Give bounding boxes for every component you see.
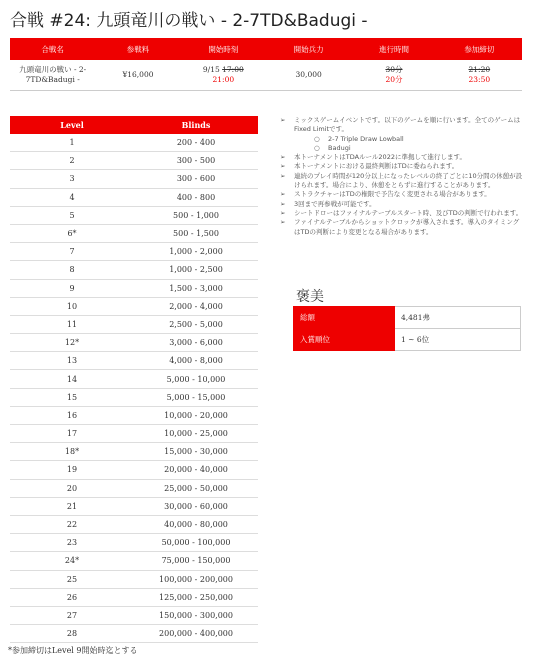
blind-level-row bbox=[10, 297, 258, 315]
level-number: 27 bbox=[10, 606, 134, 624]
arrow-bullet-icon: ➢ bbox=[280, 153, 286, 162]
blind-amounts: 40,000 - 80,000 bbox=[134, 515, 258, 533]
blind-level-row bbox=[10, 370, 258, 388]
blind-level-row bbox=[10, 279, 258, 297]
blind-level-row bbox=[10, 570, 258, 588]
level-number: 20 bbox=[10, 479, 134, 497]
blind-amounts: 2,000 - 4,000 bbox=[134, 297, 258, 315]
level-number: 1 bbox=[10, 134, 134, 152]
note-item bbox=[280, 190, 524, 199]
circle-bullet-icon: ○ bbox=[314, 143, 320, 152]
level-number: 9 bbox=[10, 279, 134, 297]
col-header-name: 合戦名 bbox=[10, 38, 95, 60]
blind-amounts: 125,000 - 250,000 bbox=[134, 588, 258, 606]
blind-level-row bbox=[10, 334, 258, 352]
blind-amounts: 1,000 - 2,000 bbox=[134, 243, 258, 261]
blind-amounts: 20,000 - 40,000 bbox=[134, 461, 258, 479]
blind-level-row bbox=[10, 443, 258, 461]
blind-level-row bbox=[10, 134, 258, 152]
blind-level-row bbox=[10, 552, 258, 570]
event-fee: ¥16,000 bbox=[95, 60, 180, 91]
prize-places-value: 1 ~ 6位 bbox=[395, 329, 521, 351]
note-text: 本トーナメントにおける最終判断はTDに委ねられます。 bbox=[294, 162, 459, 171]
level-header: Level bbox=[10, 116, 134, 134]
duration-new: 20分 bbox=[385, 75, 403, 84]
blind-amounts: 400 - 800 bbox=[134, 188, 258, 206]
blind-amounts: 1,000 - 2,500 bbox=[134, 261, 258, 279]
blind-level-row bbox=[10, 170, 258, 188]
level-number: 17 bbox=[10, 425, 134, 443]
level-number: 18* bbox=[10, 443, 134, 461]
level-number: 22 bbox=[10, 515, 134, 533]
blind-rows bbox=[10, 134, 258, 643]
blind-amounts: 500 - 1,000 bbox=[134, 206, 258, 224]
event-table bbox=[10, 38, 522, 91]
blinds-header bbox=[10, 116, 258, 134]
blinds-col-header: Blinds bbox=[134, 116, 258, 134]
col-header-stack: 開始兵力 bbox=[266, 38, 351, 60]
arrow-bullet-icon: ➢ bbox=[280, 208, 286, 217]
note-item bbox=[280, 162, 524, 171]
arrow-bullet-icon: ➢ bbox=[280, 162, 286, 171]
level-number: 19 bbox=[10, 461, 134, 479]
page-title: 合戦 #24: 九頭竜川の戦い - 2-7TD&Badugi - bbox=[10, 11, 368, 31]
blind-amounts: 4,000 - 8,000 bbox=[134, 352, 258, 370]
prize-heading: 褒美 bbox=[296, 289, 324, 305]
level-number: 16 bbox=[10, 406, 134, 424]
game-item bbox=[280, 144, 524, 153]
level-number: 23 bbox=[10, 534, 134, 552]
blind-level-row bbox=[10, 625, 258, 643]
level-number: 28 bbox=[10, 625, 134, 643]
blind-level-row bbox=[10, 515, 258, 533]
event-name: 九頭竜川の戦い - 2-7TD&Badugi - bbox=[10, 60, 95, 91]
blind-level-row bbox=[10, 261, 258, 279]
event-notes bbox=[280, 116, 524, 237]
arrow-bullet-icon: ➢ bbox=[280, 116, 286, 124]
late-reg-old: 21:20 bbox=[468, 65, 491, 74]
blind-amounts: 200 - 400 bbox=[134, 134, 258, 152]
prize-total-value: 4,481弗 bbox=[395, 307, 521, 329]
blind-level-row bbox=[10, 406, 258, 424]
level-number: 10 bbox=[10, 297, 134, 315]
blind-level-row bbox=[10, 352, 258, 370]
col-header-start: 開始時刻 bbox=[181, 38, 266, 60]
prize-total-label: 総額 bbox=[294, 307, 395, 329]
blinds-footnote: *参加締切はLevel 9開始時迄とする bbox=[8, 646, 138, 655]
note-item bbox=[280, 218, 524, 237]
blind-level-row bbox=[10, 315, 258, 333]
blind-amounts: 10,000 - 25,000 bbox=[134, 425, 258, 443]
arrow-bullet-icon: ➢ bbox=[280, 171, 286, 180]
blind-level-row bbox=[10, 388, 258, 406]
note-item bbox=[280, 172, 524, 191]
late-reg-new: 23:50 bbox=[468, 75, 491, 84]
level-number: 5 bbox=[10, 206, 134, 224]
blind-level-row bbox=[10, 243, 258, 261]
note-item bbox=[280, 209, 524, 218]
start-time-old: 17:00 bbox=[222, 65, 244, 74]
level-number: 6* bbox=[10, 224, 134, 242]
blind-amounts: 25,000 - 50,000 bbox=[134, 479, 258, 497]
col-header-duration: 進行時間 bbox=[351, 38, 436, 60]
blind-amounts: 150,000 - 300,000 bbox=[134, 606, 258, 624]
note-text: シートドローはファイナルテーブルスタート時、及びTDの判断で行われます。 bbox=[294, 208, 523, 217]
level-number: 7 bbox=[10, 243, 134, 261]
level-number: 21 bbox=[10, 497, 134, 515]
blind-level-row bbox=[10, 224, 258, 242]
level-number: 26 bbox=[10, 588, 134, 606]
blind-level-row bbox=[10, 497, 258, 515]
col-header-late-reg: 参加締切 bbox=[437, 38, 522, 60]
level-number: 3 bbox=[10, 170, 134, 188]
blind-amounts: 10,000 - 20,000 bbox=[134, 406, 258, 424]
level-number: 8 bbox=[10, 261, 134, 279]
blind-amounts: 200,000 - 400,000 bbox=[134, 625, 258, 643]
circle-bullet-icon: ○ bbox=[314, 134, 320, 143]
prize-table bbox=[293, 306, 521, 351]
arrow-bullet-icon: ➢ bbox=[280, 218, 286, 227]
prize-places-label: 入賞順位 bbox=[294, 329, 395, 351]
event-late-reg-cell bbox=[437, 60, 522, 91]
note-text: ミックスゲームイベントです。以下のゲームを順に行います。全てのゲームはFixed Limitです。 bbox=[294, 116, 521, 134]
blind-level-row bbox=[10, 534, 258, 552]
level-number: 24* bbox=[10, 552, 134, 570]
arrow-bullet-icon: ➢ bbox=[280, 199, 286, 208]
event-duration-cell bbox=[351, 60, 436, 91]
level-number: 14 bbox=[10, 370, 134, 388]
event-start-cell bbox=[181, 60, 266, 91]
level-number: 2 bbox=[10, 152, 134, 170]
arrow-bullet-icon: ➢ bbox=[280, 190, 286, 199]
note-text: 本トーナメントはTDAルール2022に準拠して進行します。 bbox=[294, 153, 466, 162]
duration-old: 30分 bbox=[385, 65, 403, 74]
blind-amounts: 15,000 - 30,000 bbox=[134, 443, 258, 461]
level-number: 13 bbox=[10, 352, 134, 370]
blind-amounts: 1,500 - 3,000 bbox=[134, 279, 258, 297]
blind-level-row bbox=[10, 461, 258, 479]
note-text: 3回まで再参戦が可能です。 bbox=[294, 199, 376, 208]
event-table-header bbox=[10, 38, 522, 60]
blind-structure-table bbox=[10, 116, 258, 643]
prize-row-places bbox=[294, 329, 521, 351]
note-item bbox=[280, 200, 524, 209]
game-name: Badugi bbox=[328, 143, 351, 152]
blind-amounts: 5,000 - 15,000 bbox=[134, 388, 258, 406]
level-number: 4 bbox=[10, 188, 134, 206]
game-item bbox=[280, 135, 524, 144]
note-text: ストラクチャーはTDの権限で予告なく変更される場合があります。 bbox=[294, 190, 491, 199]
event-stack: 30,000 bbox=[266, 60, 351, 91]
blind-level-row bbox=[10, 479, 258, 497]
note-text: 連続のプレイ時間が120分以上になったレベルの終了ごとに10分間の休憩が設けられます。場合により、休憩をとらずに進行することがあります。 bbox=[294, 171, 523, 190]
start-time-new: 21:00 bbox=[212, 75, 235, 84]
blind-amounts: 300 - 500 bbox=[134, 152, 258, 170]
blind-amounts: 30,000 - 60,000 bbox=[134, 497, 258, 515]
blind-level-row bbox=[10, 606, 258, 624]
prize-row-total bbox=[294, 307, 521, 329]
blind-amounts: 5,000 - 10,000 bbox=[134, 370, 258, 388]
blind-amounts: 50,000 - 100,000 bbox=[134, 534, 258, 552]
level-number: 11 bbox=[10, 315, 134, 333]
level-number: 15 bbox=[10, 388, 134, 406]
blind-amounts: 300 - 600 bbox=[134, 170, 258, 188]
note-item bbox=[280, 116, 524, 135]
blind-level-row bbox=[10, 425, 258, 443]
blind-amounts: 100,000 - 200,000 bbox=[134, 570, 258, 588]
level-number: 25 bbox=[10, 570, 134, 588]
blind-level-row bbox=[10, 206, 258, 224]
game-name: 2-7 Triple Draw Lowball bbox=[328, 134, 404, 143]
blind-amounts: 3,000 - 6,000 bbox=[134, 334, 258, 352]
blind-amounts: 75,000 - 150,000 bbox=[134, 552, 258, 570]
start-date: 9/15 bbox=[202, 65, 220, 74]
blind-amounts: 500 - 1,500 bbox=[134, 224, 258, 242]
blind-level-row bbox=[10, 188, 258, 206]
blind-amounts: 2,500 - 5,000 bbox=[134, 315, 258, 333]
blind-level-row bbox=[10, 588, 258, 606]
level-number: 12* bbox=[10, 334, 134, 352]
blind-level-row bbox=[10, 152, 258, 170]
note-text: ファイナルテーブルからショットクロックが導入されます。導入のタイミングはTDの判断により変更となる場合があります。 bbox=[294, 218, 520, 236]
col-header-fee: 参戦料 bbox=[95, 38, 180, 60]
event-row bbox=[10, 60, 522, 91]
